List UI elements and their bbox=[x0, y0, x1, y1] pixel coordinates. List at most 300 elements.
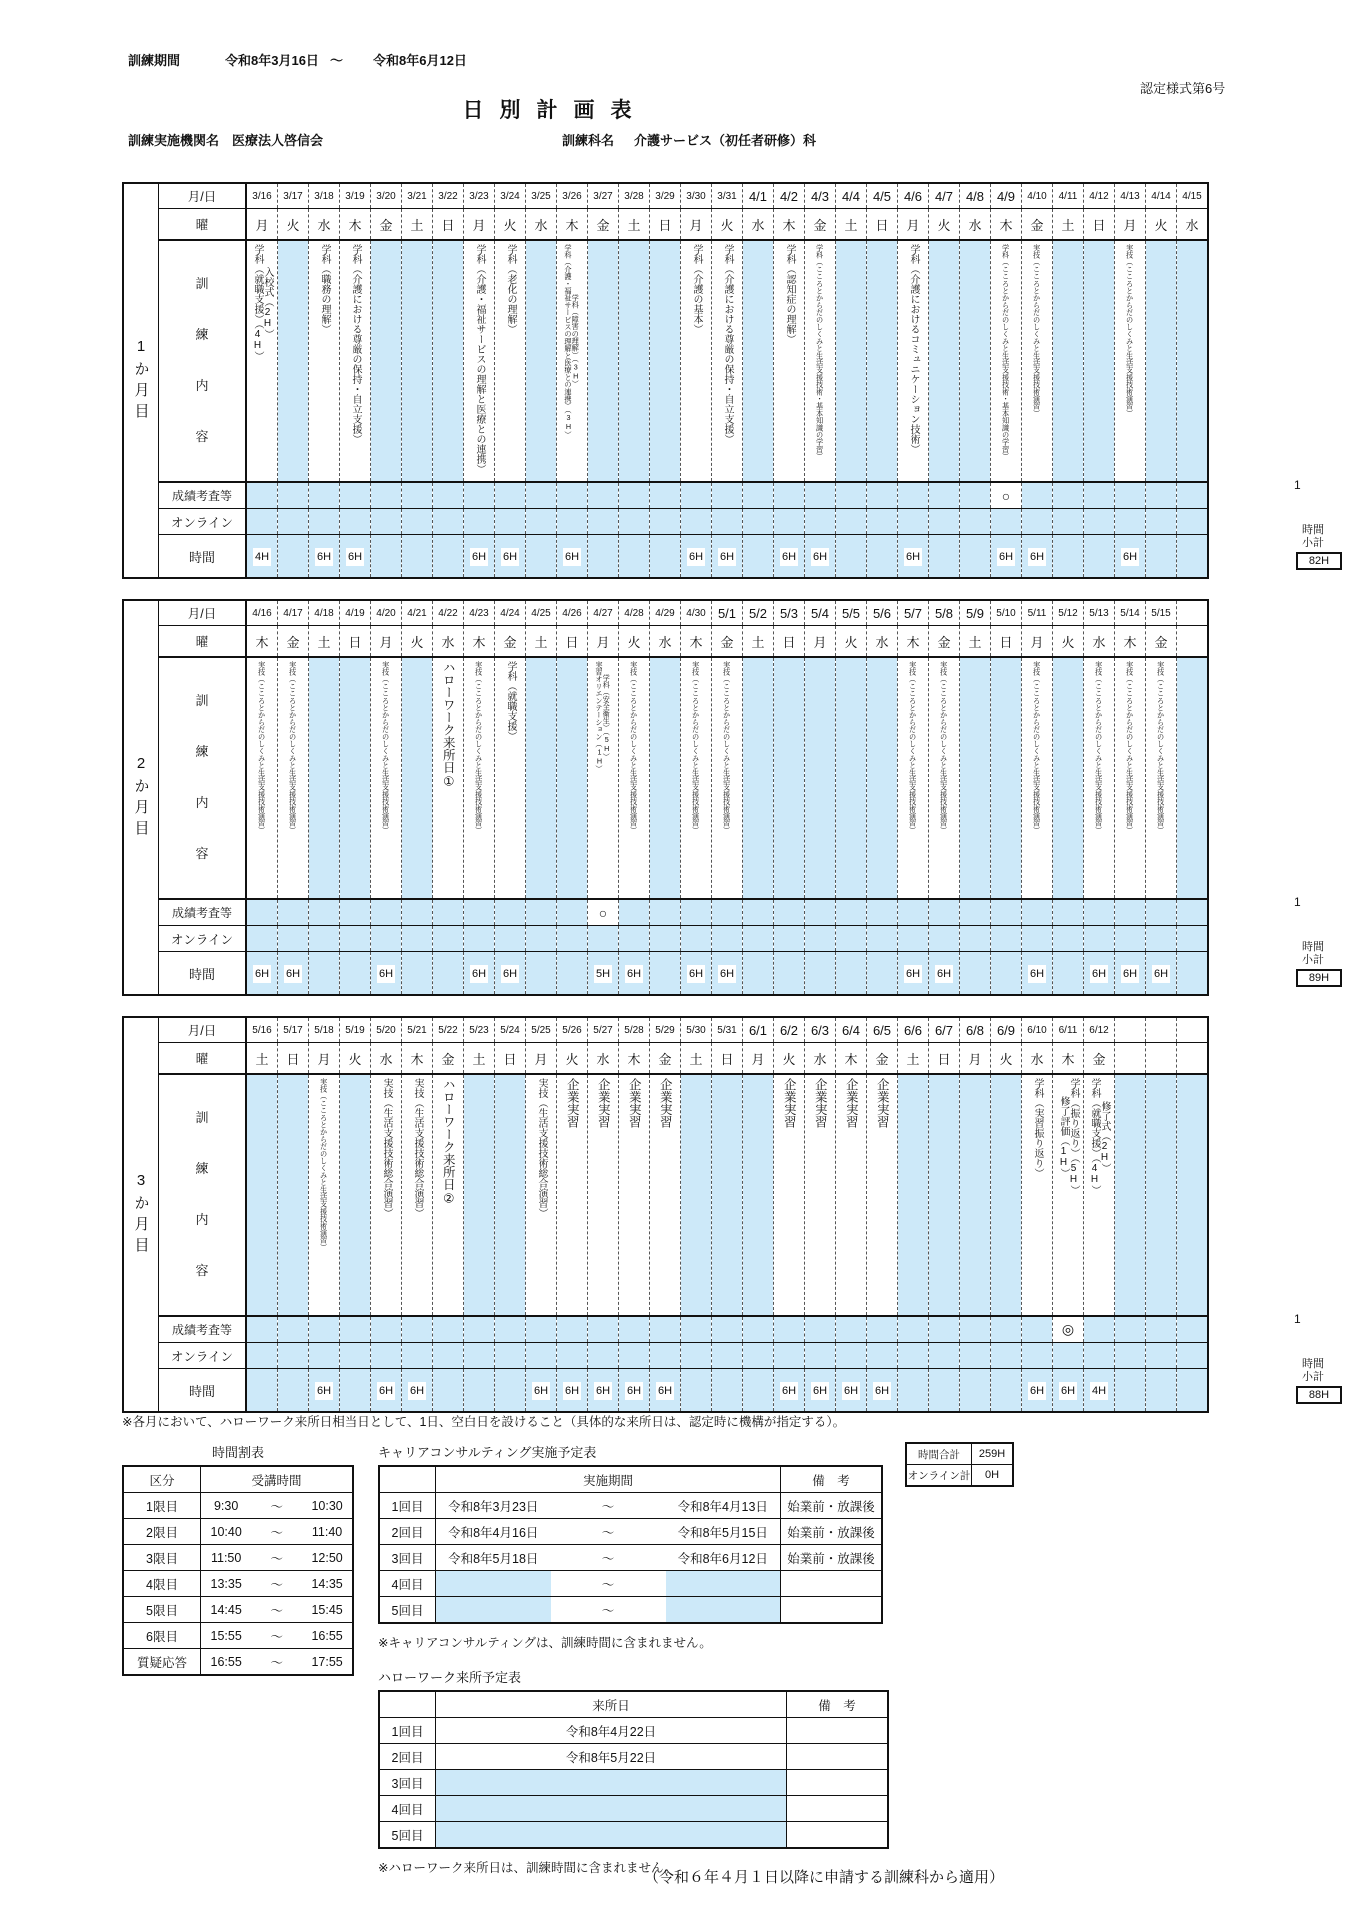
date-cell: 3/29 bbox=[650, 183, 681, 209]
date-cell: 6/3 bbox=[805, 1017, 836, 1043]
online-empty-cell bbox=[805, 1343, 836, 1369]
training-content-cell: 実技（こころとからだのしくみと生活支援技術演習） bbox=[681, 657, 712, 899]
date-cell: 6/9 bbox=[991, 1017, 1022, 1043]
blank-day-cell bbox=[278, 240, 309, 482]
weekday-cell: 木 bbox=[1053, 1043, 1084, 1075]
online-empty-cell bbox=[1146, 509, 1177, 535]
date-cell: 3/26 bbox=[557, 183, 588, 209]
assessment-empty-cell bbox=[836, 482, 867, 509]
online-empty-cell bbox=[991, 926, 1022, 952]
hours-cell: 6H bbox=[836, 1369, 867, 1413]
assessment-empty-cell bbox=[246, 899, 278, 926]
hellowork-row: 4回目 bbox=[379, 1796, 888, 1822]
date-cell: 5/26 bbox=[557, 1017, 588, 1043]
hours-empty-cell bbox=[774, 952, 805, 996]
weekday-cell: 月 bbox=[898, 209, 929, 241]
month-table bbox=[122, 599, 1209, 996]
assessment-empty-cell bbox=[898, 482, 929, 509]
date-cell: 5/12 bbox=[1053, 600, 1084, 626]
date-cell: 3/22 bbox=[433, 183, 464, 209]
weekday-cell: 日 bbox=[774, 626, 805, 658]
weekday-cell: 木 bbox=[464, 626, 495, 658]
timetable-row: 質疑応答 16:55 ～ 17:55 bbox=[123, 1649, 353, 1676]
weekday-cell: 木 bbox=[557, 209, 588, 241]
date-cell: 4/29 bbox=[650, 600, 681, 626]
weekday-cell: 木 bbox=[681, 626, 712, 658]
date-cell: 5/2 bbox=[743, 600, 774, 626]
blank-day-cell bbox=[960, 240, 991, 482]
bottom-section bbox=[122, 1412, 1302, 1876]
online-empty-cell bbox=[464, 926, 495, 952]
hours-empty-cell bbox=[340, 952, 371, 996]
row-label-content: 訓 練 内 容 bbox=[159, 240, 247, 482]
hours-empty-cell bbox=[1115, 1369, 1146, 1413]
online-empty-cell bbox=[588, 1343, 619, 1369]
assessment-empty-cell bbox=[774, 1316, 805, 1343]
training-content-cell: ハローワーク来所日② bbox=[433, 1074, 464, 1316]
weekday-cell: 木 bbox=[619, 1043, 650, 1075]
date-cell: 5/21 bbox=[402, 1017, 433, 1043]
online-empty-cell bbox=[650, 1343, 681, 1369]
weekday-cell: 水 bbox=[1022, 1043, 1053, 1075]
online-empty-cell bbox=[309, 1343, 340, 1369]
hours-cell: 6H bbox=[246, 952, 278, 996]
date-cell: 4/9 bbox=[991, 183, 1022, 209]
online-empty-cell bbox=[619, 509, 650, 535]
online-empty-cell bbox=[836, 509, 867, 535]
blank-day-cell bbox=[371, 240, 402, 482]
assessment-empty-cell bbox=[743, 899, 774, 926]
blank-day-cell bbox=[650, 240, 681, 482]
weekday-cell: 土 bbox=[898, 1043, 929, 1075]
row-label-hours: 時間 bbox=[159, 1369, 247, 1413]
timetable-row: 4限目 13:35 ～ 14:35 bbox=[123, 1571, 353, 1597]
online-empty-cell bbox=[681, 509, 712, 535]
weekday-cell: 日 bbox=[867, 209, 898, 241]
training-content-cell: 入校式（2H） 学科（就職支援）（4H） bbox=[246, 240, 278, 482]
assessment-empty-cell bbox=[712, 899, 743, 926]
career-row: 2回目 令和8年4月16日 ～ 令和8年5月15日 始業前・放課後 bbox=[379, 1519, 882, 1545]
date-cell: 6/5 bbox=[867, 1017, 898, 1043]
assessment-empty-cell bbox=[371, 899, 402, 926]
hours-empty-cell bbox=[960, 952, 991, 996]
row-label-content: 訓 練 内 容 bbox=[159, 657, 247, 899]
date-cell: 4/24 bbox=[495, 600, 526, 626]
online-empty-cell bbox=[371, 1343, 402, 1369]
date-cell: 4/25 bbox=[526, 600, 557, 626]
subtotal-value: 82H bbox=[1296, 552, 1342, 570]
total-online-value: 0H bbox=[972, 1465, 1014, 1487]
hours-cell: 4H bbox=[1084, 1369, 1115, 1413]
row-label-hours: 時間 bbox=[159, 535, 247, 579]
online-empty-cell bbox=[650, 926, 681, 952]
online-empty-cell bbox=[805, 926, 836, 952]
online-empty-cell bbox=[929, 1343, 960, 1369]
hellowork-table bbox=[378, 1690, 889, 1849]
date-cell: 4/8 bbox=[960, 183, 991, 209]
blank-day-cell bbox=[960, 1074, 991, 1316]
weekday-cell: 土 bbox=[743, 626, 774, 658]
hours-empty-cell bbox=[433, 1369, 464, 1413]
blank-day-cell bbox=[681, 1074, 712, 1316]
hours-cell: 6H bbox=[557, 535, 588, 579]
weekday-cell: 日 bbox=[929, 1043, 960, 1075]
blank-day-cell bbox=[309, 657, 340, 899]
hours-cell: 6H bbox=[495, 535, 526, 579]
assessment-empty-cell bbox=[495, 899, 526, 926]
hellowork-remark-header: 備 考 bbox=[787, 1691, 889, 1718]
hellowork-note: ※ハローワーク来所日は、訓練時間に含まれません。 bbox=[378, 1861, 677, 1875]
assessment-empty-cell bbox=[464, 899, 495, 926]
weekday-cell: 日 bbox=[557, 626, 588, 658]
date-cell: 5/9 bbox=[960, 600, 991, 626]
training-content-cell: 実技（こころとからだのしくみと生活支援技術演習） bbox=[371, 657, 402, 899]
hours-empty-cell bbox=[309, 952, 340, 996]
blank-day-cell bbox=[836, 240, 867, 482]
date-cell: 6/12 bbox=[1084, 1017, 1115, 1043]
online-empty-cell bbox=[898, 509, 929, 535]
training-content-cell: 実技（こころとからだのしくみと生活支援技術演習） bbox=[1115, 657, 1146, 899]
date-cell: 4/19 bbox=[340, 600, 371, 626]
assessment-empty-cell bbox=[1022, 899, 1053, 926]
date-cell: 5/20 bbox=[371, 1017, 402, 1043]
date-cell: 3/20 bbox=[371, 183, 402, 209]
hellowork-title: ハローワーク来所予定表 bbox=[378, 1670, 522, 1685]
hours-cell: 6H bbox=[340, 535, 371, 579]
assessment-empty-cell bbox=[681, 1316, 712, 1343]
online-empty-cell bbox=[495, 926, 526, 952]
training-content-cell: 実技（生活支援技術総合演習） bbox=[371, 1074, 402, 1316]
date-cell bbox=[1115, 1017, 1146, 1043]
date-cell: 4/17 bbox=[278, 600, 309, 626]
assessment-empty-cell bbox=[681, 482, 712, 509]
online-empty-cell bbox=[340, 926, 371, 952]
weekday-cell: 土 bbox=[464, 1043, 495, 1075]
weekday-cell bbox=[1146, 1043, 1177, 1075]
hours-empty-cell bbox=[929, 1369, 960, 1413]
hours-cell: 6H bbox=[309, 1369, 340, 1413]
hours-empty-cell bbox=[836, 535, 867, 579]
hours-empty-cell bbox=[805, 952, 836, 996]
hours-cell: 6H bbox=[681, 535, 712, 579]
online-empty-cell bbox=[960, 926, 991, 952]
online-empty-cell bbox=[588, 509, 619, 535]
hours-cell: 6H bbox=[805, 535, 836, 579]
date-cell: 3/21 bbox=[402, 183, 433, 209]
footer-note: （令和６年４月１日以降に申請する訓練科から適用） bbox=[643, 1869, 1004, 1886]
assessment-empty-cell bbox=[898, 899, 929, 926]
online-empty-cell bbox=[929, 509, 960, 535]
training-content-cell: 学科（介護の基本） bbox=[681, 240, 712, 482]
date-cell: 5/4 bbox=[805, 600, 836, 626]
online-empty-cell bbox=[774, 509, 805, 535]
weekday-cell: 火 bbox=[619, 626, 650, 658]
hours-cell: 6H bbox=[557, 1369, 588, 1413]
online-empty-cell bbox=[309, 509, 340, 535]
career-period-header: 実施期間 bbox=[436, 1466, 781, 1493]
blank-day-cell bbox=[340, 1074, 371, 1316]
training-content-cell: 学科（介護における尊厳の保持・自立支援） bbox=[712, 240, 743, 482]
hours-empty-cell bbox=[278, 535, 309, 579]
training-content-cell: 学科（職務の理解） bbox=[309, 240, 340, 482]
weekday-cell: 月 bbox=[960, 1043, 991, 1075]
online-empty-cell bbox=[991, 509, 1022, 535]
side-number: 1 bbox=[1294, 895, 1301, 909]
month-side-annotations bbox=[1174, 182, 1354, 579]
training-period-label: 訓練期間 bbox=[128, 53, 181, 68]
blank-day-cell bbox=[1146, 1074, 1177, 1316]
weekday-cell: 土 bbox=[681, 1043, 712, 1075]
date-cell: 5/27 bbox=[588, 1017, 619, 1043]
online-empty-cell bbox=[774, 1343, 805, 1369]
blank-day-cell bbox=[712, 1074, 743, 1316]
blank-day-cell bbox=[743, 657, 774, 899]
date-cell: 5/16 bbox=[246, 1017, 278, 1043]
weekday-cell: 水 bbox=[743, 209, 774, 241]
weekday-cell: 金 bbox=[650, 1043, 681, 1075]
online-empty-cell bbox=[464, 509, 495, 535]
date-cell: 3/25 bbox=[526, 183, 557, 209]
online-empty-cell bbox=[619, 1343, 650, 1369]
online-empty-cell bbox=[340, 509, 371, 535]
hellowork-row: 5回目 bbox=[379, 1822, 888, 1849]
hours-empty-cell bbox=[991, 1369, 1022, 1413]
assessment-empty-cell bbox=[557, 899, 588, 926]
training-content-cell: 実技（こころとからだのしくみと生活支援技術演習） bbox=[1146, 657, 1177, 899]
date-cell: 5/18 bbox=[309, 1017, 340, 1043]
blank-day-cell bbox=[743, 1074, 774, 1316]
training-content-cell: 実技（こころとからだのしくみと生活支援技術演習） bbox=[712, 657, 743, 899]
training-content-cell: 実技（こころとからだのしくみと生活支援技術演習） bbox=[464, 657, 495, 899]
row-label-dow: 曜 bbox=[159, 1043, 247, 1075]
blank-day-cell bbox=[1084, 240, 1115, 482]
total-online-row bbox=[906, 1465, 1013, 1487]
institution-name: 医療法人啓信会 bbox=[232, 133, 324, 148]
weekday-cell: 金 bbox=[805, 209, 836, 241]
assessment-empty-cell bbox=[1022, 482, 1053, 509]
weekday-cell: 金 bbox=[495, 626, 526, 658]
date-cell: 6/7 bbox=[929, 1017, 960, 1043]
subtotal-value: 88H bbox=[1296, 1386, 1342, 1404]
weekday-cell: 月 bbox=[371, 626, 402, 658]
hours-empty-cell bbox=[402, 952, 433, 996]
weekday-cell: 金 bbox=[433, 1043, 464, 1075]
hours-empty-cell bbox=[1084, 535, 1115, 579]
weekday-cell: 金 bbox=[371, 209, 402, 241]
training-content-cell: 実技（こころとからだのしくみと生活支援技術演習） bbox=[1115, 240, 1146, 482]
weekday-cell: 土 bbox=[1053, 209, 1084, 241]
weekday-cell: 月 bbox=[526, 1043, 557, 1075]
assessment-empty-cell bbox=[1022, 1316, 1053, 1343]
date-cell: 4/3 bbox=[805, 183, 836, 209]
hours-cell: 6H bbox=[681, 952, 712, 996]
hours-empty-cell bbox=[898, 1369, 929, 1413]
career-title: キャリアコンサルティング実施予定表 bbox=[378, 1445, 597, 1460]
assessment-empty-cell bbox=[929, 482, 960, 509]
training-period-start: 令和8年3月16日 bbox=[225, 53, 319, 68]
date-cell bbox=[1146, 1017, 1177, 1043]
blank-day-cell bbox=[1053, 240, 1084, 482]
institution-label: 訓練実施機関名 bbox=[128, 133, 220, 148]
assessment-empty-cell bbox=[619, 482, 650, 509]
online-empty-cell bbox=[402, 1343, 433, 1369]
hours-cell: 6H bbox=[712, 952, 743, 996]
online-empty-cell bbox=[1115, 926, 1146, 952]
online-empty-cell bbox=[464, 1343, 495, 1369]
weekday-cell: 土 bbox=[526, 626, 557, 658]
hours-empty-cell bbox=[743, 1369, 774, 1413]
timetable-row: 5限目 14:45 ～ 15:45 bbox=[123, 1597, 353, 1623]
date-cell: 4/28 bbox=[619, 600, 650, 626]
hours-cell: 6H bbox=[526, 1369, 557, 1413]
assessment-empty-cell bbox=[402, 482, 433, 509]
weekday-cell: 水 bbox=[650, 626, 681, 658]
weekday-cell: 木 bbox=[246, 626, 278, 658]
assessment-empty-cell bbox=[557, 1316, 588, 1343]
hellowork-row: 1回目 令和8年4月22日 bbox=[379, 1718, 888, 1744]
hours-empty-cell bbox=[650, 535, 681, 579]
assessment-empty-cell bbox=[929, 899, 960, 926]
training-content-cell: 実技（こころとからだのしくみと生活支援技術演習） bbox=[278, 657, 309, 899]
weekday-cell: 火 bbox=[340, 1043, 371, 1075]
weekday-cell: 火 bbox=[774, 1043, 805, 1075]
blank-day-cell bbox=[402, 240, 433, 482]
subtotal-label: 時間小計 bbox=[1302, 1358, 1324, 1384]
hours-cell: 6H bbox=[1022, 1369, 1053, 1413]
online-empty-cell bbox=[588, 926, 619, 952]
hours-empty-cell bbox=[526, 952, 557, 996]
training-content-cell: 企業実習 bbox=[619, 1074, 650, 1316]
assessment-mark-cell: ◎ bbox=[1053, 1316, 1084, 1343]
blank-day-cell bbox=[557, 657, 588, 899]
weekday-cell: 火 bbox=[495, 209, 526, 241]
timetable-title: 時間割表 bbox=[211, 1445, 264, 1460]
weekday-cell: 木 bbox=[402, 1043, 433, 1075]
weekday-cell: 水 bbox=[1084, 626, 1115, 658]
assessment-mark-cell: ○ bbox=[991, 482, 1022, 509]
training-content-cell: 実技（こころとからだのしくみと生活支援技術演習） bbox=[309, 1074, 340, 1316]
date-cell: 3/28 bbox=[619, 183, 650, 209]
assessment-empty-cell bbox=[340, 482, 371, 509]
training-content-cell: 修了式（2H） 学科（就職支援）（4H） bbox=[1084, 1074, 1115, 1316]
date-cell: 5/17 bbox=[278, 1017, 309, 1043]
assessment-empty-cell bbox=[526, 899, 557, 926]
training-content-cell: 企業実習 bbox=[774, 1074, 805, 1316]
weekday-cell: 月 bbox=[464, 209, 495, 241]
online-empty-cell bbox=[371, 509, 402, 535]
date-cell: 4/15 bbox=[1177, 183, 1209, 209]
blank-day-cell bbox=[991, 657, 1022, 899]
online-empty-cell bbox=[929, 926, 960, 952]
hours-cell: 6H bbox=[867, 1369, 898, 1413]
date-cell: 5/11 bbox=[1022, 600, 1053, 626]
blank-day-cell bbox=[929, 1074, 960, 1316]
hours-empty-cell bbox=[743, 952, 774, 996]
assessment-empty-cell bbox=[712, 1316, 743, 1343]
date-cell: 4/7 bbox=[929, 183, 960, 209]
date-cell: 4/6 bbox=[898, 183, 929, 209]
date-cell: 5/7 bbox=[898, 600, 929, 626]
hours-empty-cell bbox=[743, 535, 774, 579]
row-label-dow: 曜 bbox=[159, 626, 247, 658]
totals-section bbox=[905, 1442, 1009, 1487]
row-label-dow: 曜 bbox=[159, 209, 247, 241]
weekday-cell: 火 bbox=[1146, 209, 1177, 241]
hours-cell: 5H bbox=[588, 952, 619, 996]
page-title: 日別計画表 bbox=[462, 99, 648, 122]
training-content-cell: 企業実習 bbox=[805, 1074, 836, 1316]
career-note: ※キャリアコンサルティングは、訓練時間に含まれません。 bbox=[378, 1636, 712, 1650]
monthly-plan-tables bbox=[122, 182, 1330, 1433]
online-empty-cell bbox=[495, 509, 526, 535]
date-cell: 4/5 bbox=[867, 183, 898, 209]
row-label-online: オンライン bbox=[159, 1343, 247, 1369]
assessment-empty-cell bbox=[619, 1316, 650, 1343]
weekday-cell: 金 bbox=[1084, 1043, 1115, 1075]
online-empty-cell bbox=[960, 1343, 991, 1369]
weekday-cell: 金 bbox=[712, 626, 743, 658]
date-cell: 5/3 bbox=[774, 600, 805, 626]
hours-cell: 6H bbox=[1146, 952, 1177, 996]
weekday-cell: 水 bbox=[867, 626, 898, 658]
weekday-cell: 火 bbox=[836, 626, 867, 658]
blank-day-cell bbox=[433, 240, 464, 482]
blank-day-cell bbox=[805, 657, 836, 899]
training-content-cell: 実技（こころとからだのしくみと生活支援技術演習） bbox=[1022, 657, 1053, 899]
online-empty-cell bbox=[526, 926, 557, 952]
training-content-cell: 実技（こころとからだのしくみと生活支援技術演習） bbox=[1084, 657, 1115, 899]
total-hours-value: 259H bbox=[972, 1443, 1014, 1465]
date-cell: 6/4 bbox=[836, 1017, 867, 1043]
assessment-empty-cell bbox=[588, 1316, 619, 1343]
weekday-cell: 火 bbox=[1053, 626, 1084, 658]
hours-cell: 6H bbox=[991, 535, 1022, 579]
weekday-cell: 日 bbox=[712, 1043, 743, 1075]
assessment-empty-cell bbox=[278, 899, 309, 926]
hellowork-section bbox=[378, 1667, 883, 1876]
training-content-cell: 学科（介護におけるコミュニケーション技術） bbox=[898, 240, 929, 482]
hours-empty-cell bbox=[495, 1369, 526, 1413]
assessment-empty-cell bbox=[960, 482, 991, 509]
weekday-cell: 日 bbox=[433, 209, 464, 241]
online-empty-cell bbox=[246, 1343, 278, 1369]
online-empty-cell bbox=[246, 926, 278, 952]
hours-empty-cell bbox=[1146, 1369, 1177, 1413]
blank-day-cell bbox=[588, 240, 619, 482]
assessment-empty-cell bbox=[743, 482, 774, 509]
training-content-cell: 企業実習 bbox=[588, 1074, 619, 1316]
assessment-empty-cell bbox=[836, 1316, 867, 1343]
online-empty-cell bbox=[681, 926, 712, 952]
assessment-empty-cell bbox=[1053, 482, 1084, 509]
totals-table bbox=[905, 1442, 1014, 1487]
training-content-cell: ハローワーク来所日① bbox=[433, 657, 464, 899]
assessment-empty-cell bbox=[340, 899, 371, 926]
date-cell: 5/10 bbox=[991, 600, 1022, 626]
date-cell: 4/22 bbox=[433, 600, 464, 626]
hours-cell: 4H bbox=[246, 535, 278, 579]
training-content-cell: 実技（こころとからだのしくみと生活支援技術演習） bbox=[246, 657, 278, 899]
weekday-cell: 日 bbox=[340, 626, 371, 658]
online-empty-cell bbox=[960, 509, 991, 535]
date-cell: 5/15 bbox=[1146, 600, 1177, 626]
online-empty-cell bbox=[433, 926, 464, 952]
date-cell: 5/13 bbox=[1084, 600, 1115, 626]
timetable-table bbox=[122, 1465, 354, 1676]
online-empty-cell bbox=[712, 926, 743, 952]
blank-day-cell bbox=[1115, 1074, 1146, 1316]
subtotal-value: 89H bbox=[1296, 969, 1342, 987]
